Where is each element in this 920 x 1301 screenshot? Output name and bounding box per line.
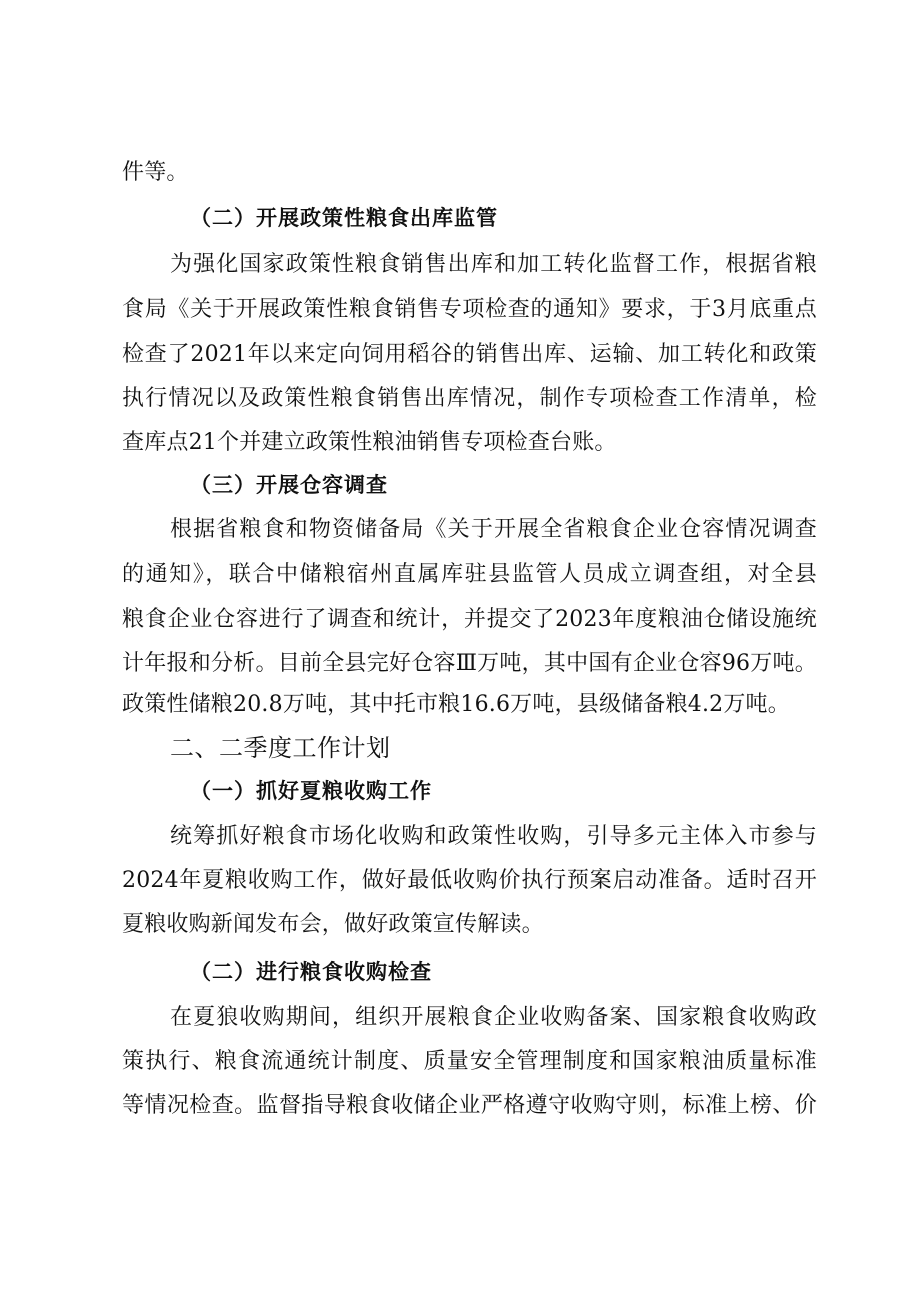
paragraph-line: 查库点21个并建立政策性粮油销售专项检查台账。	[122, 430, 617, 455]
continuation-line: 件等。	[122, 160, 189, 185]
paragraph-line: 的通知》，联合中储粮宿州直属库驻县监管人员成立调查组，对全县	[122, 562, 817, 587]
heading-policy-grain-outbound: （二）开展政策性粮食出库监管	[190, 205, 498, 230]
paragraph-line: 食局《关于开展政策性粮食销售专项检查的通知》要求，于3月底重点	[122, 297, 817, 322]
paragraph-line: 政策性储粮20.8万吨，其中托市粮16.6万吨，县级储备粮4.2万吨。	[122, 692, 790, 717]
paragraph-line: 2024年夏粮收购工作，做好最低收购价执行预案启动准备。适时召开	[122, 868, 817, 893]
paragraph-line: 为强化国家政策性粮食销售出库和加工转化监督工作，根据省粮	[170, 252, 817, 277]
paragraph-line: 执行情况以及政策性粮食销售出库情况，制作专项检查工作清单，检	[122, 386, 817, 411]
heading-q2-work-plan: 二、二季度工作计划	[170, 734, 391, 762]
paragraph-line: 在夏狼收购期间，组织开展粮食企业收购备案、国家粮食收购政	[170, 1005, 817, 1030]
paragraph-line: 粮食企业仓容进行了调查和统计，并提交了2023年度粮油仓储设施统	[122, 607, 817, 632]
paragraph-line: 策执行、粮食流通统计制度、质量安全管理制度和国家粮油质量标准	[122, 1049, 817, 1074]
paragraph-line: 夏粮收购新闻发布会，做好政策宣传解读。	[122, 912, 544, 937]
paragraph-line: 检查了2021年以来定向饲用稻谷的销售出库、运输、加工转化和政策	[122, 342, 817, 367]
paragraph-line: 等情况检查。监督指导粮食收储企业严格遵守收购守则，标准上榜、价	[122, 1093, 817, 1118]
paragraph-line: 统筹抓好粮食市场化收购和政策性收购，引导多元主体入市参与	[170, 824, 817, 849]
heading-summer-grain-purchase: （一）抓好夏粮收购工作	[190, 778, 432, 803]
paragraph-line: 根据省粮食和物资储备局《关于开展全省粮食企业仓容情况调查	[170, 517, 817, 542]
heading-grain-purchase-inspection: （二）进行粮食收购检查	[190, 959, 432, 984]
paragraph-line: 计年报和分析。目前全县完好仓容Ⅲ万吨，其中国有企业仓容96万吨。	[122, 651, 817, 676]
heading-storage-survey: （三）开展仓容调查	[190, 472, 388, 497]
